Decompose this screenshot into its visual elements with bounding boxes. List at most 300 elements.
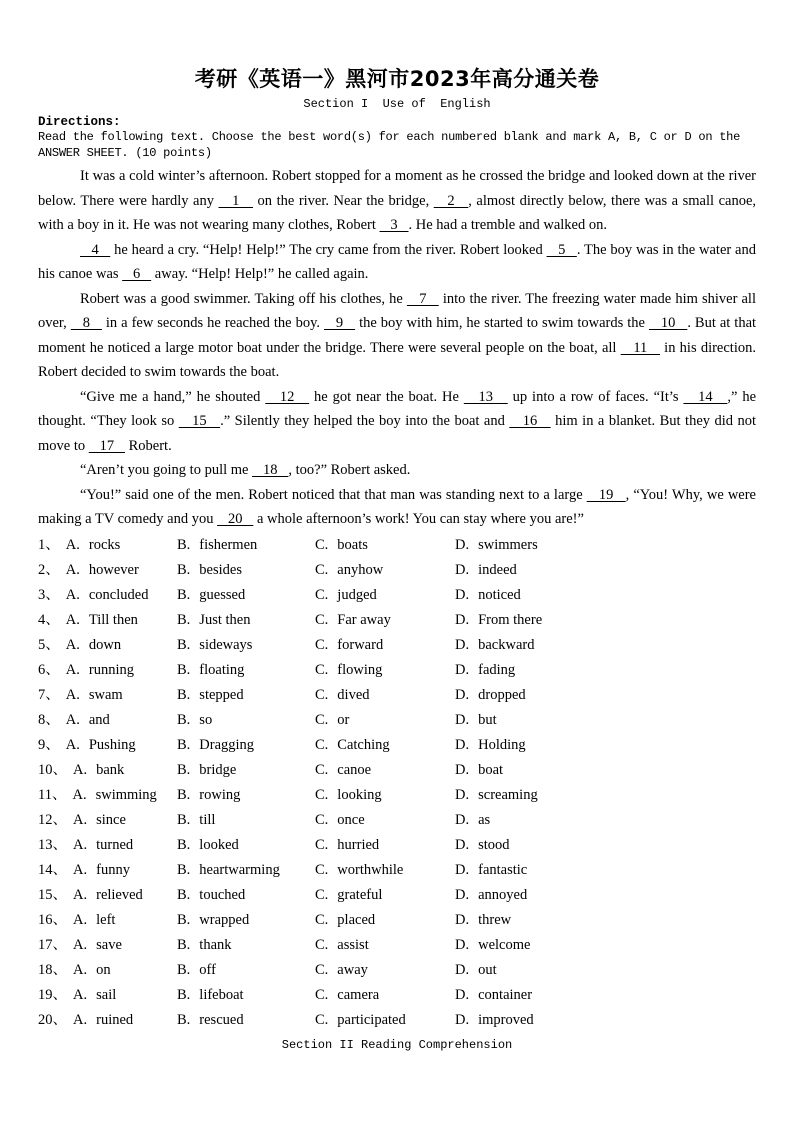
question-10-option-B	[177, 758, 315, 783]
question-6-option-D	[455, 658, 756, 683]
question-14-option-C	[315, 858, 455, 883]
question-row-7	[38, 683, 756, 708]
option-label-B: B.	[177, 936, 191, 953]
option-label-C: C.	[315, 611, 329, 628]
question-9-option-C	[315, 733, 455, 758]
question-number: 4、	[38, 611, 60, 628]
question-8-option-C	[315, 708, 455, 733]
question-3-option-A	[38, 583, 177, 608]
option-label-B: B.	[177, 711, 191, 728]
option-text-A: however	[88, 561, 139, 578]
option-label-B: B.	[177, 586, 191, 603]
option-label-B: B.	[177, 611, 191, 628]
option-text-A: swam	[88, 686, 123, 703]
question-number: 10、	[38, 761, 67, 778]
option-text-B: so	[199, 711, 213, 728]
option-label-A: A.	[65, 536, 80, 553]
blank-15: 15	[178, 413, 221, 429]
option-label-A: A.	[73, 836, 88, 853]
option-label-C: C.	[315, 1011, 329, 1028]
question-13-option-A	[38, 833, 177, 858]
blank-16: 16	[509, 413, 551, 429]
option-label-A: A.	[73, 1011, 88, 1028]
option-label-A: A.	[73, 761, 88, 778]
blank-1: 1	[218, 192, 253, 209]
question-list	[38, 533, 756, 1033]
blank-19: 19	[586, 486, 626, 503]
question-18-option-C	[315, 958, 455, 983]
passage-paragraph-2: 4 he heard a cry. “Help! Help!” The cry came from the river. Robert looked 5 . The boy was in the water and his canoe was 6 away. “Help! Help!” he called again.	[38, 241, 756, 282]
blank-8: 8	[70, 315, 102, 331]
option-text-C: away	[337, 961, 368, 978]
question-row-6	[38, 658, 756, 683]
question-number: 2、	[38, 561, 60, 578]
option-text-B: sideways	[199, 636, 253, 653]
question-2-option-B	[177, 558, 315, 583]
option-text-C: boats	[337, 536, 368, 553]
option-label-C: C.	[315, 911, 329, 928]
question-row-16	[38, 908, 756, 933]
option-label-B: B.	[177, 636, 191, 653]
question-12-option-B	[177, 808, 315, 833]
blank-2: 2	[433, 192, 469, 209]
option-label-D: D.	[455, 636, 470, 653]
option-label-C: C.	[315, 636, 329, 653]
question-17-option-A	[38, 933, 177, 958]
question-row-8	[38, 708, 756, 733]
option-label-D: D.	[455, 561, 470, 578]
directions-block	[38, 115, 756, 161]
section-heading: Section I Use of English	[303, 97, 491, 111]
option-text-D: as	[478, 811, 491, 828]
option-label-D: D.	[455, 861, 470, 878]
option-text-A: bank	[96, 761, 125, 778]
option-text-B: wrapped	[199, 911, 250, 928]
option-label-C: C.	[315, 811, 329, 828]
option-text-C: placed	[337, 911, 376, 928]
option-label-A: A.	[65, 586, 80, 603]
blank-4: 4	[80, 241, 111, 258]
option-text-D: fading	[478, 661, 516, 678]
footer-section-heading: Section II Reading Comprehension	[281, 1037, 513, 1052]
option-label-D: D.	[455, 986, 470, 1003]
option-label-B: B.	[177, 861, 191, 878]
page-title: 考研《英语一》黑河市2023年高分通关卷	[194, 67, 600, 91]
question-20-option-C	[315, 1008, 455, 1033]
option-label-C: C.	[315, 711, 329, 728]
option-label-A: A.	[73, 886, 88, 903]
question-19-option-B	[177, 983, 315, 1008]
question-16-option-D	[455, 908, 756, 933]
question-2-option-D	[455, 558, 756, 583]
blank-13: 13	[463, 388, 508, 405]
option-label-D: D.	[455, 736, 470, 753]
question-row-17	[38, 933, 756, 958]
option-text-D: stood	[478, 836, 510, 853]
question-number: 18、	[38, 961, 67, 978]
option-text-A: on	[96, 961, 111, 978]
question-number: 8、	[38, 711, 60, 728]
option-text-D: swimmers	[478, 536, 538, 553]
option-text-C: looking	[337, 786, 382, 803]
question-number: 12、	[38, 811, 67, 828]
blank-3: 3	[379, 217, 409, 233]
option-text-C: forward	[337, 636, 384, 653]
option-label-A: A.	[73, 936, 88, 953]
question-row-18	[38, 958, 756, 983]
option-label-A: A.	[73, 911, 88, 928]
option-label-C: C.	[315, 861, 329, 878]
question-number: 16、	[38, 911, 67, 928]
blank-6: 6	[122, 266, 152, 282]
option-label-A: A.	[65, 636, 80, 653]
option-text-A: relieved	[96, 886, 143, 903]
question-8-option-B	[177, 708, 315, 733]
question-16-option-A	[38, 908, 177, 933]
option-text-C: camera	[337, 986, 380, 1003]
question-number: 20、	[38, 1011, 67, 1028]
question-14-option-D	[455, 858, 756, 883]
question-20-option-D	[455, 1008, 756, 1033]
question-9-option-B	[177, 733, 315, 758]
question-1-option-B	[177, 533, 315, 558]
question-number: 14、	[38, 861, 67, 878]
question-7-option-D	[455, 683, 756, 708]
question-number: 13、	[38, 836, 67, 853]
option-label-D: D.	[455, 911, 470, 928]
question-row-5	[38, 633, 756, 658]
question-number: 3、	[38, 586, 60, 603]
question-9-option-A	[38, 733, 177, 758]
option-text-B: fishermen	[199, 536, 258, 553]
option-label-C: C.	[315, 936, 329, 953]
option-label-C: C.	[315, 536, 329, 553]
question-20-option-B	[177, 1008, 315, 1033]
option-text-A: rocks	[88, 536, 121, 553]
passage-paragraph-5: “Aren’t you going to pull me 18 , too?” Robert asked.	[80, 462, 411, 478]
option-label-B: B.	[177, 961, 191, 978]
question-5-option-B	[177, 633, 315, 658]
passage-paragraph-3: Robert was a good swimmer. Taking off his clothes, he 7 into the river. The freezing water made him shiver all over, 8 in a few seconds he reached the boy. 9 the boy with him, he started to swim towards the 10 . But at that moment he noticed a large motor boat under the bridge. There were several people on the boat, all 11 in his direction. Robert decided to swim towards the boat.	[38, 290, 757, 380]
option-text-C: anyhow	[337, 561, 384, 578]
option-label-C: C.	[315, 786, 329, 803]
question-11-option-D	[455, 783, 756, 808]
option-label-A: A.	[73, 961, 88, 978]
option-text-A: running	[88, 661, 134, 678]
question-10-option-C	[315, 758, 455, 783]
question-number: 7、	[38, 686, 60, 703]
option-text-B: rescued	[199, 1011, 244, 1028]
option-text-B: Dragging	[199, 736, 255, 753]
question-3-option-C	[315, 583, 455, 608]
question-row-3	[38, 583, 756, 608]
option-label-C: C.	[315, 686, 329, 703]
question-10-option-A	[38, 758, 177, 783]
option-text-D: From there	[478, 611, 543, 628]
option-text-B: besides	[199, 561, 242, 578]
option-text-C: judged	[337, 586, 377, 603]
option-label-C: C.	[315, 661, 329, 678]
option-text-C: flowing	[337, 661, 383, 678]
option-label-D: D.	[455, 711, 470, 728]
option-text-C: Far away	[337, 611, 391, 628]
option-label-B: B.	[177, 811, 191, 828]
option-label-B: B.	[177, 761, 191, 778]
option-label-B: B.	[177, 536, 191, 553]
option-label-D: D.	[455, 761, 470, 778]
option-label-A: A.	[65, 711, 80, 728]
blank-5: 5	[546, 241, 577, 258]
question-19-option-A	[38, 983, 177, 1008]
option-text-C: participated	[337, 1011, 406, 1028]
option-label-B: B.	[177, 786, 191, 803]
option-label-D: D.	[455, 886, 470, 903]
blank-18: 18	[252, 462, 289, 478]
question-number: 17、	[38, 936, 67, 953]
option-label-D: D.	[455, 536, 470, 553]
question-6-option-C	[315, 658, 455, 683]
blank-12: 12	[265, 388, 310, 405]
question-number: 19、	[38, 986, 67, 1003]
question-11-option-C	[315, 783, 455, 808]
option-label-B: B.	[177, 561, 191, 578]
question-row-12	[38, 808, 756, 833]
question-4-option-D	[455, 608, 756, 633]
option-label-C: C.	[315, 736, 329, 753]
blank-10: 10	[648, 315, 688, 331]
option-label-D: D.	[455, 611, 470, 628]
option-text-D: dropped	[478, 686, 526, 703]
option-text-D: welcome	[478, 936, 531, 953]
option-label-A: A.	[73, 986, 88, 1003]
option-text-B: heartwarming	[199, 861, 280, 878]
question-6-option-B	[177, 658, 315, 683]
question-12-option-D	[455, 808, 756, 833]
option-label-D: D.	[455, 811, 470, 828]
directions-text: Read the following text. Choose the best word(s) for each numbered blank and mark A, B, C or D on the ANSWER SHEET. (10 points)	[38, 130, 748, 160]
question-7-option-B	[177, 683, 315, 708]
question-row-10	[38, 758, 756, 783]
question-number: 5、	[38, 636, 60, 653]
passage-paragraph-1: It was a cold winter’s afternoon. Robert stopped for a moment as he crossed the bridge and looked down at the river below. There were hardly any 1 on the river. Near the bridge, 2 , almost directly below, there was a small canoe, with a boy in it. He was not wearing many clothes, Robert 3 . He had a tremble and walked on.	[38, 168, 757, 233]
blank-17: 17	[88, 437, 125, 454]
option-label-A: A.	[72, 786, 87, 803]
question-4-option-C	[315, 608, 455, 633]
option-label-B: B.	[177, 736, 191, 753]
question-row-14	[38, 858, 756, 883]
question-17-option-B	[177, 933, 315, 958]
option-label-A: A.	[65, 736, 80, 753]
option-label-B: B.	[177, 886, 191, 903]
option-text-C: canoe	[337, 761, 372, 778]
option-text-C: hurried	[337, 836, 380, 853]
question-row-9	[38, 733, 756, 758]
option-label-C: C.	[315, 986, 329, 1003]
question-3-option-B	[177, 583, 315, 608]
option-label-D: D.	[455, 961, 470, 978]
question-1-option-C	[315, 533, 455, 558]
option-label-C: C.	[315, 586, 329, 603]
option-text-B: off	[199, 961, 216, 978]
option-text-C: Catching	[337, 736, 390, 753]
question-18-option-A	[38, 958, 177, 983]
blank-11: 11	[620, 339, 660, 356]
option-text-C: grateful	[337, 886, 383, 903]
question-16-option-B	[177, 908, 315, 933]
passage-paragraph-4: “Give me a hand,” he shouted 12 he got near the boat. He 13 up into a row of faces. “It’s 14 ,” he thought. “They look so 15 .” Silently they helped the boy into the boat and 16 him in a blanket. But they did not move to 17 Robert.	[38, 388, 757, 454]
question-4-option-B	[177, 608, 315, 633]
question-7-option-C	[315, 683, 455, 708]
question-13-option-B	[177, 833, 315, 858]
passage-paragraph-6: “You!” said one of the men. Robert noticed that that man was standing next to a large 19 , “You! Why, we were making a TV comedy and you 20 a whole afternoon’s work! You can stay where you are!”	[38, 486, 756, 527]
option-text-A: turned	[96, 836, 134, 853]
question-number: 1、	[38, 536, 60, 553]
option-text-A: swimming	[95, 786, 157, 803]
question-row-2	[38, 558, 756, 583]
blank-7: 7	[406, 290, 439, 307]
question-15-option-A	[38, 883, 177, 908]
option-text-A: concluded	[88, 586, 149, 603]
option-label-A: A.	[65, 661, 80, 678]
option-text-D: container	[478, 986, 533, 1003]
option-text-B: bridge	[199, 761, 237, 778]
question-11-option-B	[177, 783, 315, 808]
option-text-B: Just then	[199, 611, 251, 628]
option-text-B: guessed	[199, 586, 246, 603]
question-14-option-B	[177, 858, 315, 883]
question-17-option-C	[315, 933, 455, 958]
option-text-A: since	[96, 811, 126, 828]
blank-9: 9	[323, 315, 356, 331]
option-text-D: Holding	[478, 736, 526, 753]
option-text-A: Pushing	[88, 736, 136, 753]
question-8-option-D	[455, 708, 756, 733]
blank-14: 14	[683, 388, 728, 405]
option-text-B: thank	[199, 936, 232, 953]
option-text-D: annoyed	[478, 886, 528, 903]
option-label-D: D.	[455, 836, 470, 853]
question-row-19	[38, 983, 756, 1008]
option-label-D: D.	[455, 936, 470, 953]
option-text-B: till	[199, 811, 216, 828]
option-label-B: B.	[177, 1011, 191, 1028]
option-label-C: C.	[315, 761, 329, 778]
option-label-D: D.	[455, 686, 470, 703]
option-label-A: A.	[65, 561, 80, 578]
option-text-D: noticed	[478, 586, 521, 603]
option-label-C: C.	[315, 886, 329, 903]
question-7-option-A	[38, 683, 177, 708]
option-text-B: touched	[199, 886, 246, 903]
option-text-A: left	[96, 911, 116, 928]
question-20-option-A	[38, 1008, 177, 1033]
option-label-D: D.	[455, 786, 470, 803]
question-4-option-A	[38, 608, 177, 633]
question-15-option-D	[455, 883, 756, 908]
option-text-C: dived	[337, 686, 370, 703]
question-row-1	[38, 533, 756, 558]
option-text-B: floating	[199, 661, 245, 678]
option-text-A: sail	[96, 986, 117, 1003]
option-text-A: ruined	[96, 1011, 134, 1028]
question-1-option-D	[455, 533, 756, 558]
option-label-B: B.	[177, 986, 191, 1003]
option-label-C: C.	[315, 561, 329, 578]
question-row-11	[38, 783, 756, 808]
question-16-option-C	[315, 908, 455, 933]
question-13-option-C	[315, 833, 455, 858]
option-text-D: improved	[478, 1011, 534, 1028]
question-12-option-C	[315, 808, 455, 833]
option-label-B: B.	[177, 911, 191, 928]
question-5-option-D	[455, 633, 756, 658]
question-2-option-C	[315, 558, 455, 583]
option-label-B: B.	[177, 836, 191, 853]
option-label-B: B.	[177, 686, 191, 703]
option-text-A: Till then	[88, 611, 138, 628]
question-number: 11、	[38, 786, 67, 803]
option-label-D: D.	[455, 1011, 470, 1028]
question-row-20	[38, 1008, 756, 1033]
question-19-option-C	[315, 983, 455, 1008]
question-18-option-B	[177, 958, 315, 983]
option-label-A: A.	[65, 611, 80, 628]
question-5-option-A	[38, 633, 177, 658]
question-2-option-A	[38, 558, 177, 583]
question-19-option-D	[455, 983, 756, 1008]
option-label-D: D.	[455, 586, 470, 603]
option-text-C: worthwhile	[337, 861, 404, 878]
question-15-option-C	[315, 883, 455, 908]
option-text-D: fantastic	[478, 861, 528, 878]
option-label-C: C.	[315, 961, 329, 978]
option-text-D: indeed	[478, 561, 517, 578]
cloze-passage	[38, 164, 756, 532]
question-11-option-A	[38, 783, 177, 808]
question-8-option-A	[38, 708, 177, 733]
question-18-option-D	[455, 958, 756, 983]
option-text-A: down	[88, 636, 122, 653]
option-text-C: once	[337, 811, 365, 828]
question-15-option-B	[177, 883, 315, 908]
option-label-D: D.	[455, 661, 470, 678]
option-text-B: stepped	[199, 686, 244, 703]
question-5-option-C	[315, 633, 455, 658]
option-label-C: C.	[315, 836, 329, 853]
question-9-option-D	[455, 733, 756, 758]
option-text-D: screaming	[478, 786, 538, 803]
option-text-A: funny	[96, 861, 130, 878]
option-text-B: lifeboat	[199, 986, 244, 1003]
question-6-option-A	[38, 658, 177, 683]
question-13-option-D	[455, 833, 756, 858]
directions-label: Directions:	[38, 115, 121, 129]
option-text-D: out	[478, 961, 497, 978]
option-text-A: save	[96, 936, 122, 953]
option-text-D: boat	[478, 761, 504, 778]
question-1-option-A	[38, 533, 177, 558]
question-3-option-D	[455, 583, 756, 608]
question-number: 6、	[38, 661, 60, 678]
option-text-B: looked	[199, 836, 239, 853]
option-label-A: A.	[65, 686, 80, 703]
option-text-C: assist	[337, 936, 369, 953]
question-12-option-A	[38, 808, 177, 833]
option-text-D: threw	[478, 911, 512, 928]
option-label-A: A.	[73, 811, 88, 828]
question-17-option-D	[455, 933, 756, 958]
option-text-D: backward	[478, 636, 535, 653]
